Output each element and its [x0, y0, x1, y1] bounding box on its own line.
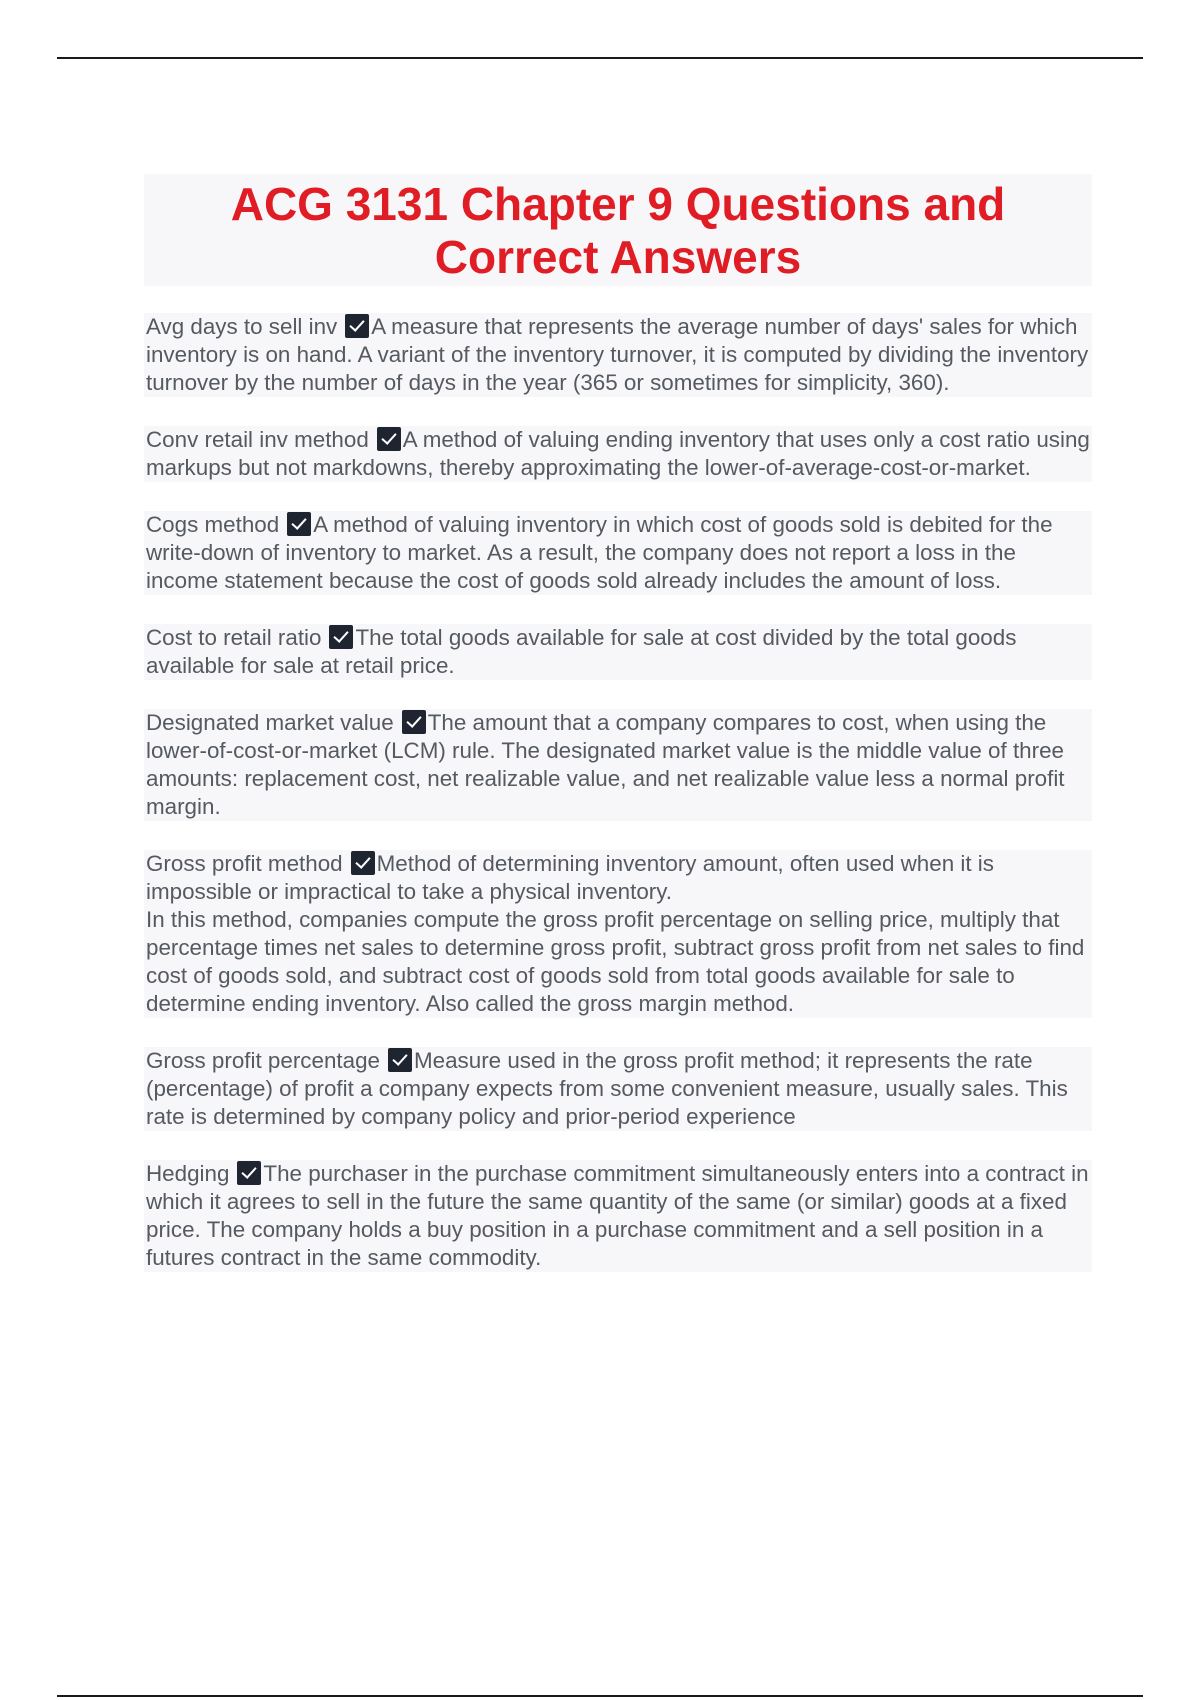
flashcard-list — [144, 313, 1092, 1301]
entry-term: Avg days to sell inv — [146, 314, 338, 339]
entry-definition: The total goods available for sale at cost divided by the total goods available for sale at retail price. — [146, 625, 1017, 678]
checkmark-box-icon — [287, 512, 311, 536]
checkmark-box-icon — [402, 710, 426, 734]
entry-term: Cogs method — [146, 512, 280, 537]
entry-definition: The purchaser in the purchase commitment simultaneously enters into a contract in which it agrees to sell in the future the same quantity of the same (or similar) goods at a fixed price. The company holds a buy position in a purchase commitment and a sell position in a futures contract in the same commodity. — [146, 1161, 1089, 1270]
flashcard-entry — [144, 1160, 1092, 1272]
entry-term: Hedging — [146, 1161, 230, 1186]
entry-term: Gross profit percentage — [146, 1048, 380, 1073]
entry-definition: A method of valuing ending inventory that uses only a cost ratio using markups but not markdowns, thereby approximating the lower-of-average-cost-or-market. — [146, 427, 1090, 480]
top-rule — [57, 57, 1143, 59]
entry-definition: The amount that a company compares to cost, when using the lower-of-cost-or-market (LCM) rule. The designated market value is the middle value of three amounts: replacement cost, net realizable value, and net realizable value less a normal profit margin. — [146, 710, 1065, 819]
checkmark-box-icon — [388, 1048, 412, 1072]
checkmark-box-icon — [329, 625, 353, 649]
title-banner — [144, 174, 1092, 286]
bottom-rule — [57, 1695, 1143, 1697]
entry-term: Conv retail inv method — [146, 427, 369, 452]
flashcard-entry — [144, 426, 1092, 482]
entry-definition: Method of determining inventory amount, often used when it is impossible or impractical to take a physical inventory. — [146, 851, 994, 904]
page-title — [144, 178, 1092, 284]
flashcard-entry — [144, 313, 1092, 397]
entry-term: Designated market value — [146, 710, 394, 735]
checkmark-box-icon — [237, 1161, 261, 1185]
entry-term: Gross profit method — [146, 851, 343, 876]
title-line-2: Correct Answers — [434, 231, 802, 283]
flashcard-entry — [144, 624, 1092, 680]
flashcard-entry — [144, 511, 1092, 595]
checkmark-box-icon — [351, 851, 375, 875]
entry-definition: A method of valuing inventory in which cost of goods sold is debited for the write-down of inventory to market. As a result, the company does not report a loss in the income statement because the cost of goods sold already includes the amount of loss. — [146, 512, 1053, 593]
entry-definition: Measure used in the gross profit method; it represents the rate (percentage) of profit a company expects from some convenient measure, usually sales. This rate is determined by company policy and prior-period experience — [146, 1048, 1068, 1129]
entry-definition-continued: In this method, companies compute the gross profit percentage on selling price, multiply that percentage times net sales to determine gross profit, subtract gross profit from net sales to find cost of goods sold, and subtract cost of goods sold from total goods available for sale to determine ending inventory. Also called the gross margin method. — [146, 907, 1085, 1016]
checkmark-box-icon — [377, 427, 401, 451]
entry-term: Cost to retail ratio — [146, 625, 322, 650]
flashcard-entry — [144, 709, 1092, 821]
checkmark-box-icon — [345, 314, 369, 338]
title-line-1: ACG 3131 Chapter 9 Questions and — [230, 178, 1006, 230]
entry-definition: A measure that represents the average number of days' sales for which inventory is on hand. A variant of the inventory turnover, it is computed by dividing the inventory turnover by the number of days in the year (365 or sometimes for simplicity, 360). — [146, 314, 1089, 395]
flashcard-entry — [144, 1047, 1092, 1131]
flashcard-entry — [144, 850, 1092, 1018]
